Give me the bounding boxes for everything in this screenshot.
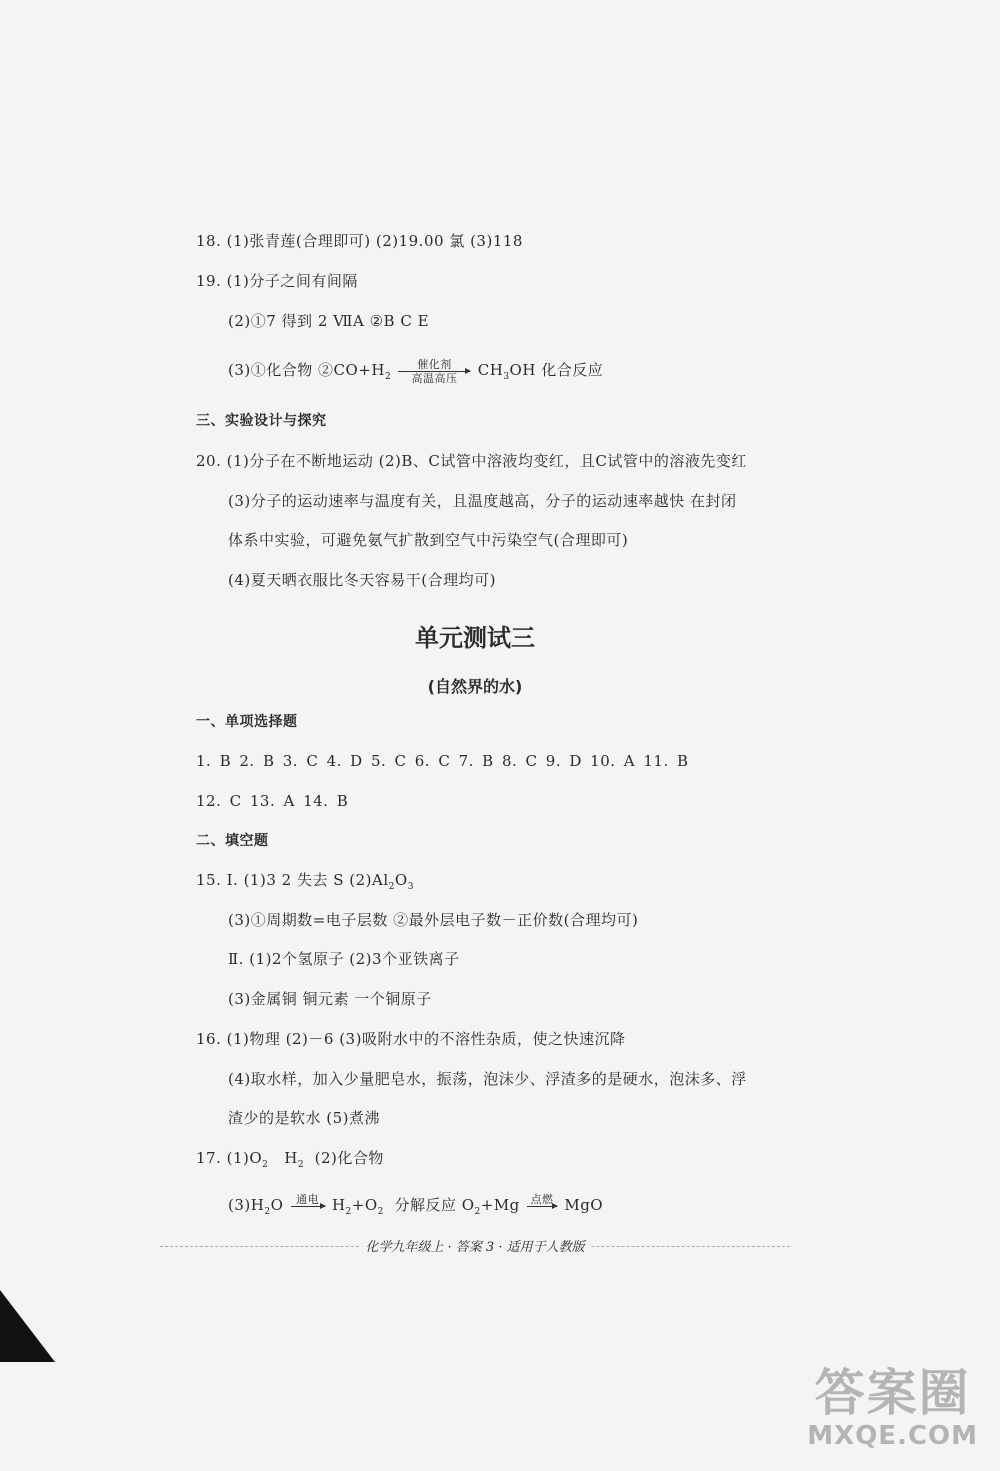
q16-part2: (4)取水样，加入少量肥皂水，振荡，泡沫少、浮渣多的是硬水，泡沫多、浮 [228, 1070, 747, 1088]
q15-1-sub: 2 [388, 882, 395, 892]
mc-answers-2: 12. C 13. A 14. B [196, 792, 349, 810]
q17-2-f: +Mg [480, 1196, 520, 1214]
q19-part1: 19. (1)分子之间有间隔 [196, 272, 358, 290]
watermark-logo [807, 1365, 978, 1451]
q17-1-c: (2)化合物 [314, 1149, 384, 1167]
q17-part1: 17. $(1)O_2$ $H_2$ (2)化合物 [196, 1149, 384, 1170]
q17-2-e: 分解反应 O [394, 1196, 475, 1214]
ignition-arrow [527, 1193, 557, 1207]
q15-1-text: 15. Ⅰ. (1)3 2 失去 S (2)Al [196, 871, 389, 889]
q20-part3: 体系中实验，可避免氨气扩散到空气中污染空气(合理即可) [228, 531, 629, 549]
footer-text: 化学九年级上 · 答案 3 · 适用于人教版 [359, 1240, 590, 1255]
q19-3-right: OH 化合反应 [509, 361, 604, 379]
q20-part1: 20. (1)分子在不断地运动 (2)B、C试管中溶液均变红，且C试管中的溶液先变红 [196, 452, 747, 470]
q17-1-b: H [284, 1149, 298, 1167]
q15-part4: (3)金属铜 铜元素 一个铜原子 [228, 990, 432, 1008]
q20-part2: (3)分子的运动速率与温度有关，且温度越高，分子的运动速率越快 在封闭 [228, 492, 737, 510]
section-2-heading: 二、填空题 [196, 833, 269, 849]
q17-1-a: 17. (1)O [196, 1149, 263, 1167]
q19-part3: (3)①化合物 $②CO+H_2$ 催化剂 高温高压 $CH_3OH$ 化合反应 [228, 357, 604, 385]
section-1-heading: 一、单项选择题 [196, 714, 298, 730]
q16-part3: 渣少的是软水 (5)煮沸 [228, 1109, 381, 1127]
condition-label: 高温高压 [411, 371, 458, 385]
watermark-line2: MXQE.COM [807, 1421, 978, 1451]
watermark-line1: 答案圈 [814, 1364, 971, 1422]
q17-2-c: H [331, 1196, 346, 1214]
mc-answers-1: 1. B 2. B 3. C 4. D 5. C 6. C 7. B 8. C 9. D 10. A 11. B [196, 752, 689, 770]
q19-part2: (2)①7 得到 2 ⅦA ②B C E [228, 312, 430, 330]
unit-subtitle: (自然界的水) [427, 677, 523, 696]
scan-ghost-1 [150, 1030, 158, 1058]
section-3-heading: 三、实验设计与探究 [196, 413, 327, 429]
q20-part4: (4)夏天晒衣服比冬天容易干(合理均可) [228, 571, 496, 589]
q15-part3: Ⅱ. (1)2个氢原子 (2)3个亚铁离子 [228, 950, 460, 968]
q15-part2: (3)①周期数=电子层数 ②最外层电子数－正价数(合理均可) [228, 911, 639, 929]
corner-mark [0, 1290, 55, 1362]
electrolysis-label: 通电 [296, 1193, 320, 1206]
page-footer [0, 1236, 950, 1255]
q15-1-sub2: 3 [407, 882, 414, 892]
q17-2-d: +O [351, 1196, 378, 1214]
unit-title: 单元测试三 [415, 624, 535, 652]
q19-3-left: (3)①化合物 ②CO+H [228, 361, 385, 379]
q16-part1: 16. (1)物理 (2)－6 (3)吸附水中的不溶性杂质，使之快速沉降 [196, 1030, 626, 1048]
q15-part1 [196, 870, 414, 897]
q19-3-product: CH [477, 361, 504, 379]
q17-2-b: O [270, 1196, 284, 1214]
q17-2-a: (3)H [228, 1196, 265, 1214]
q18: 18. (1)张青莲(合理即可) (2)19.00 氯 (3)118 [196, 232, 523, 250]
q17-2-g: MgO [564, 1196, 604, 1214]
electrolysis-arrow [291, 1193, 325, 1207]
q15-1-o: O [394, 871, 408, 889]
ignition-label: 点燃 [530, 1193, 554, 1206]
catalyst-arrow [398, 358, 470, 385]
catalyst-label: 催化剂 [417, 357, 452, 371]
q17-part2: $(3)H_2O$ 通电 $H_2+O_2$ 分解反应 $O_2+Mg$ 点燃 MgO [228, 1193, 604, 1217]
